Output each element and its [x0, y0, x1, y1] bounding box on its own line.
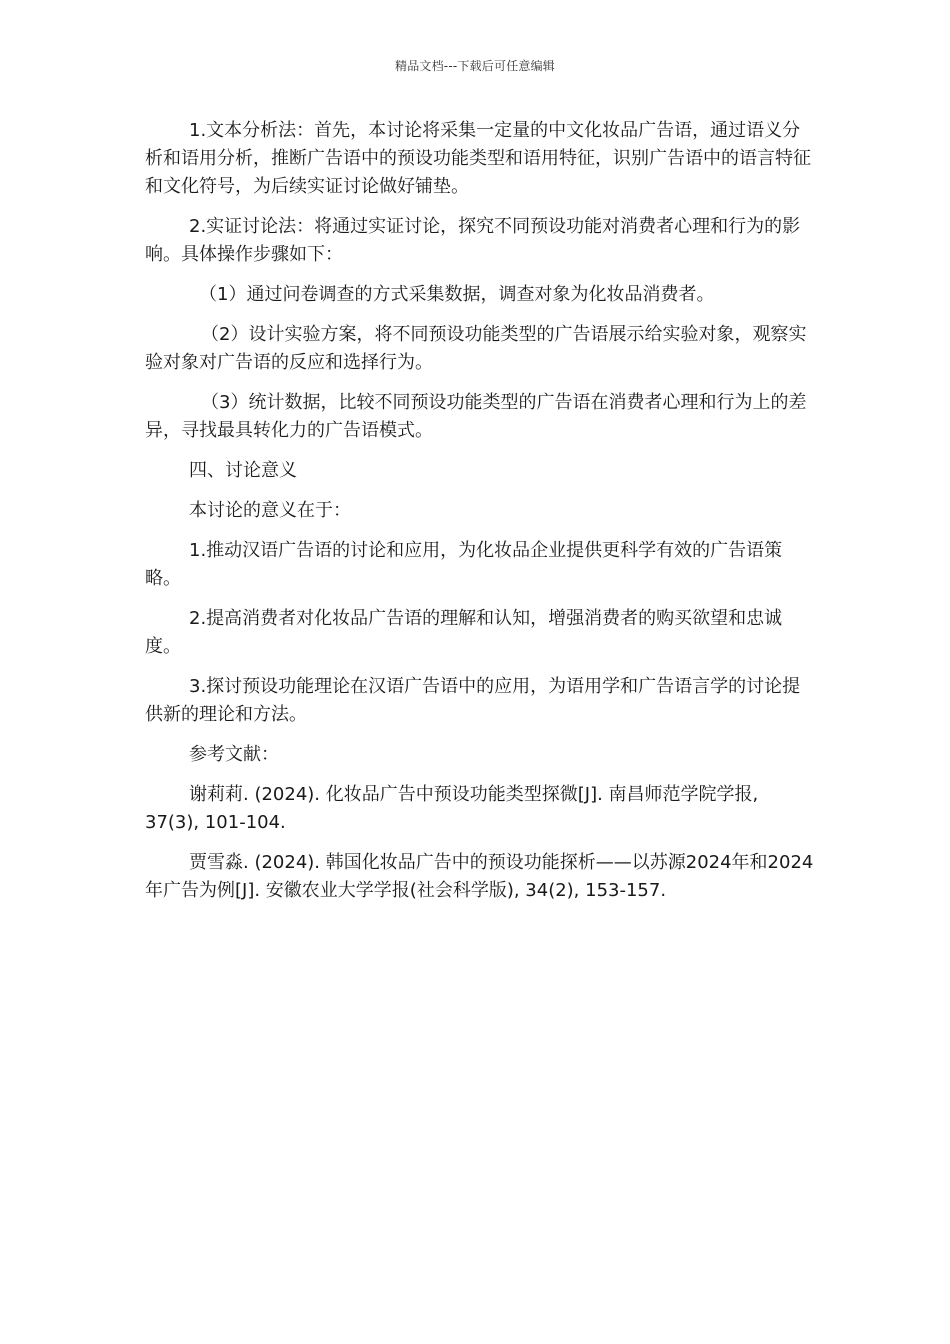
reference-item-1: 谢莉莉. (2024). 化妆品广告中预设功能类型探微[J]. 南昌师范学院学报, 37(3), 101-104.: [145, 784, 759, 833]
paragraph-step-1: （1）通过问卷调查的方式采集数据，调查对象为化妆品消费者。: [199, 284, 715, 305]
document-body: [145, 117, 815, 917]
paragraph-significance-3: 3.探讨预设功能理论在汉语广告语中的应用，为语用学和广告语言学的讨论提供新的理论和方法。: [145, 676, 801, 725]
reference-item-2: 贾雪淼. (2024). 韩国化妆品广告中的预设功能探析——以苏源2024年和2024年广告为例[J]. 安徽农业大学学报(社会科学版), 34(2), 153-157.: [145, 852, 814, 901]
page-header: 精品文档---下载后可任意编辑: [395, 59, 555, 73]
paragraph-step-3: （3）统计数据，比较不同预设功能类型的广告语在消费者心理和行为上的差异，寻找最具转化力的广告语模式。: [145, 392, 807, 441]
paragraph-step-2: （2）设计实验方案，将不同预设功能类型的广告语展示给实验对象，观察实验对象对广告语的反应和选择行为。: [145, 324, 807, 373]
paragraph-significance-1: 1.推动汉语广告语的讨论和应用，为化妆品企业提供更科学有效的广告语策略。: [145, 540, 783, 589]
paragraph-text-analysis-method: 1.文本分析法：首先，本讨论将采集一定量的中文化妆品广告语，通过语义分析和语用分析，推断广告语中的预设功能类型和语用特征，识别广告语中的语言特征和文化符号，为后续实证讨论做好铺垫。: [145, 120, 811, 197]
paragraph-empirical-method: 2.实证讨论法：将通过实证讨论，探究不同预设功能对消费者心理和行为的影响。具体操作步骤如下：: [145, 216, 801, 265]
paragraph-significance-intro: 本讨论的意义在于：: [189, 500, 351, 521]
references-heading: 参考文献：: [189, 744, 279, 765]
section-heading-significance: 四、讨论意义: [189, 460, 297, 481]
paragraph-significance-2: 2.提高消费者对化妆品广告语的理解和认知，增强消费者的购买欲望和忠诚度。: [145, 608, 783, 657]
